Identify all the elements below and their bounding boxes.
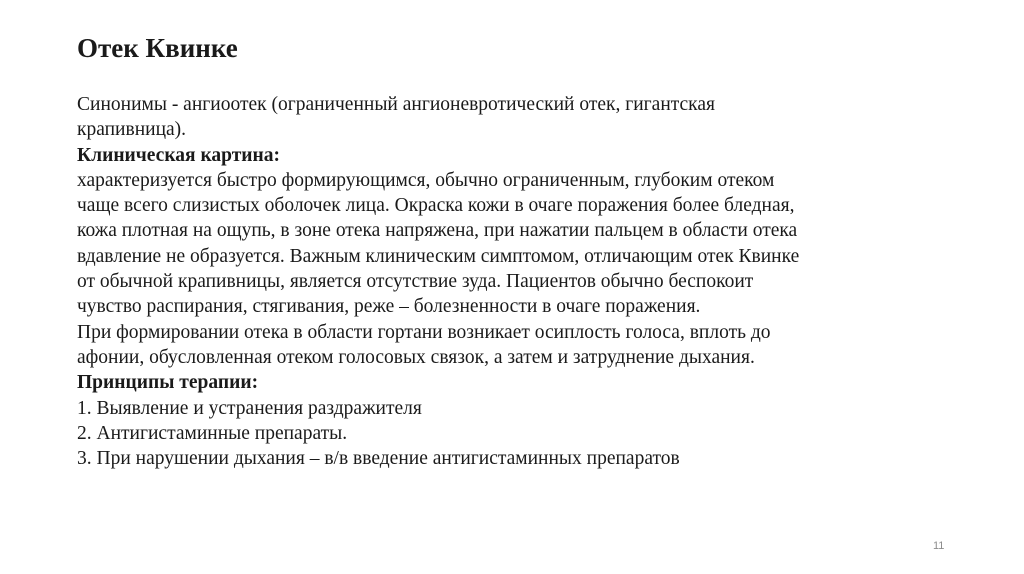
body-line: афонии, обусловленная отеком голосовых связок, а затем и затруднение дыхания.: [77, 346, 755, 368]
body-line: характеризуется быстро формирующимся, обычно ограниченным, глубоким отеком: [77, 169, 775, 191]
body-line: чувство распирания, стягивания, реже – болезненности в очаге поражения.: [77, 296, 701, 318]
body-line: При формировании отека в области гортани возникает осиплость голоса, вплоть до: [77, 321, 771, 343]
body-line: чаще всего слизистых оболочек лица. Окраска кожи в очаге поражения более бледная,: [77, 195, 795, 217]
body-line: крапивница).: [77, 119, 187, 141]
body-line: кожа плотная на ощупь, в зоне отека напряжена, при нажатии пальцем в области отека: [77, 220, 798, 242]
body-line: Синонимы - ангиоотек (ограниченный ангионевротический отек, гигантская: [77, 94, 715, 115]
slide-title: Отек Квинке: [77, 33, 238, 63]
page-number: 11: [933, 540, 945, 552]
list-item: 3. При нарушении дыхания – в/в введение антигистаминных препаратов: [77, 448, 680, 470]
body-line: от обычной крапивницы, является отсутствие зуда. Пациентов обычно беспокоит: [77, 271, 754, 293]
slide-body: [77, 92, 977, 471]
list-item: 2. Антигистаминные препараты.: [77, 422, 348, 444]
section-heading-clinical-picture: Клиническая картина:: [77, 144, 281, 166]
list-item: 1. Выявление и устранения раздражителя: [77, 397, 422, 419]
section-heading-therapy-principles: Принципы терапии:: [77, 372, 259, 394]
body-line: вдавление не образуется. Важным клиническим симптомом, отличающим отек Квинке: [77, 245, 800, 267]
